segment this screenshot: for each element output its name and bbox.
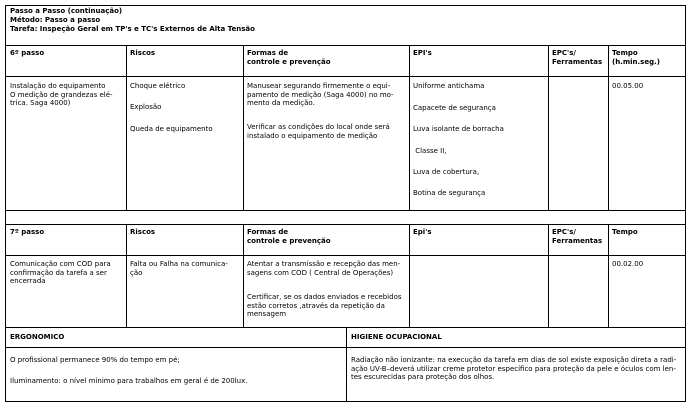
ergonomics-line: Iluminamento: o nível mínimo para trabalhos em geral é de 200lux.	[10, 377, 248, 385]
step7-control-item: Atentar a transmissão e recepção das men- sagens com COD ( Central de Operações)	[247, 260, 401, 277]
step7-control-item: Certificar, se os dados enviados e recebidos estão corretos ,através da repetição da mensagem	[247, 293, 402, 319]
header-task: Tarefa: Inspeção Geral em TP's e TC's Externos de Alta Tensão	[10, 25, 255, 33]
step6-epi-item: Luva isolante de borracha	[413, 125, 504, 133]
spacer-band	[6, 211, 685, 224]
step6-step-header: 6º passo	[10, 49, 45, 57]
step6-control-header: Formas de controle e prevenção	[247, 49, 331, 66]
step7-col-divider	[409, 224, 410, 327]
step6-epi-header: EPI's	[413, 49, 432, 57]
footer-col-divider	[346, 327, 347, 402]
step7-top-rule	[5, 224, 686, 225]
step6-epi-item: Uniforme antichama	[413, 82, 485, 90]
step6-col-divider	[608, 45, 609, 210]
step6-control-item: Verificar as condições do local onde será instalado o equipamento de medição	[247, 123, 390, 140]
step6-time-value: 00.05.00	[612, 82, 644, 90]
step6-epi-item: Classe II,	[413, 147, 447, 155]
step6-header-rule	[5, 76, 686, 77]
hygiene-text: Radiação não ionizante: na execução da tarefa em dias de sol existe exposição direta a radi- ação UV-B–deverá utilizar creme protetor específico para proteção da pele e óculos com len- tes escurecidas para proteção dos olhos.	[351, 356, 677, 382]
ergonomics-title: ERGONOMICO	[10, 333, 65, 341]
step7-col-divider	[243, 224, 244, 327]
step6-risk-item: Choque elétrico	[130, 82, 186, 90]
header-title: Passo a Passo (continuação)	[10, 7, 123, 15]
step7-epi-header: Epi's	[413, 228, 432, 236]
step6-epc-header: EPC's/ Ferramentas	[552, 49, 603, 66]
step7-step-header: 7º passo	[10, 228, 45, 236]
step6-col-divider	[548, 45, 549, 210]
step6-col-divider	[243, 45, 244, 210]
step6-risk-item: Explosão	[130, 103, 162, 111]
step6-epi-item: Capacete de segurança	[413, 104, 496, 112]
step6-col-divider	[409, 45, 410, 210]
step7-step-text: Comunicação com COD para confirmação da tarefa a ser encerrada	[10, 260, 111, 286]
step7-col-divider	[608, 224, 609, 327]
step6-risk-item: Queda de equipamento	[130, 125, 213, 133]
step6-epi-item: Luva de cobertura,	[413, 168, 480, 176]
header-method: Método: Passo a passo	[10, 16, 101, 24]
step7-header-rule	[5, 255, 686, 256]
step7-control-header: Formas de controle e prevenção	[247, 228, 331, 245]
step6-risks-header: Riscos	[130, 49, 156, 57]
step6-time-header: Tempo (h.min.seg.)	[612, 49, 660, 66]
step7-risks-header: Riscos	[130, 228, 156, 236]
step6-step-text: Instalação do equipamento O medição de grandezas elé- trica. Saga 4000)	[10, 82, 113, 108]
step7-epc-header: EPC's/ Ferramentas	[552, 228, 603, 245]
hygiene-title: HIGIENE OCUPACIONAL	[351, 333, 442, 341]
step7-risk-text: Falta ou Falha na comunica- ção	[130, 260, 228, 277]
step6-col-divider	[126, 45, 127, 210]
step6-top-rule	[5, 45, 686, 46]
step6-epi-item: Botina de segurança	[413, 189, 486, 197]
ergonomics-line: O profissional permanece 90% do tempo em pé;	[10, 356, 180, 364]
step7-col-divider	[548, 224, 549, 327]
step7-time-header: Tempo	[612, 228, 638, 236]
step7-time-value: 00.02.00	[612, 260, 644, 268]
step6-control-item: Manusear segurando firmemente o equi- pamento de medição (Saga 4000) no mo- mento da medição.	[247, 82, 394, 108]
step7-col-divider	[126, 224, 127, 327]
